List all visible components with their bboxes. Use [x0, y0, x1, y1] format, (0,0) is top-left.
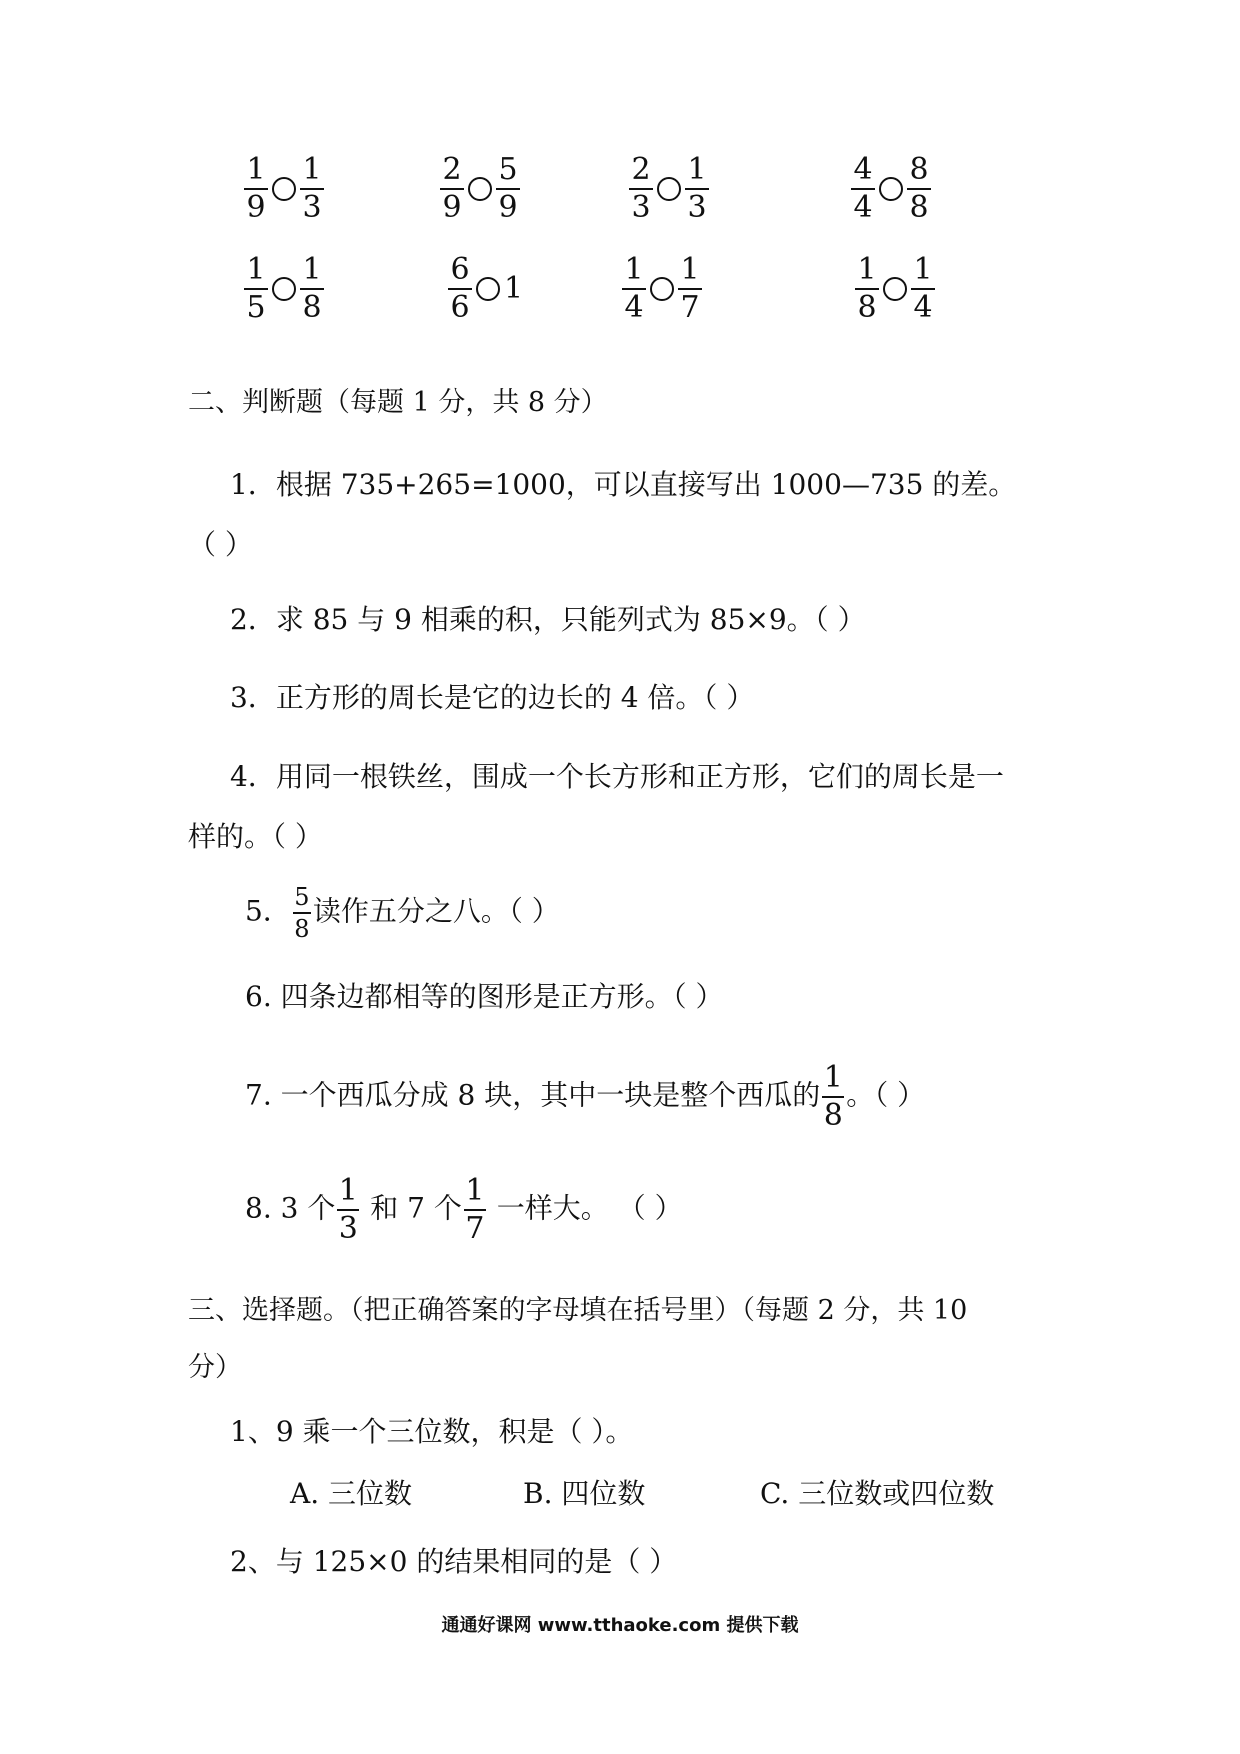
footer-source: 通通好课网 www.tthaoke.com 提供下载	[441, 1615, 799, 1636]
comparison-item	[629, 152, 709, 225]
compare-circle[interactable]	[883, 277, 907, 301]
section-2-title: 二、判断题（每题 1 分，共 8 分）	[188, 387, 608, 418]
question-text: 8. 3 个	[245, 1191, 336, 1225]
fraction: $\frac{8}{8}$	[907, 155, 931, 223]
fraction: $\frac{1}{4}$	[622, 255, 646, 323]
compare-circle[interactable]	[272, 177, 296, 201]
fraction: $\frac{5}{8}$	[294, 883, 310, 943]
tf-question-3: 3．正方形的周长是它的边长的 4 倍。（ ）	[230, 681, 755, 714]
fraction: $\frac{6}{6}$	[448, 255, 472, 323]
question-number: 5．	[245, 894, 291, 928]
fraction: $\frac{2}{9}$	[440, 155, 464, 223]
comparison-row-1	[0, 152, 1240, 235]
question-text: 7. 一个西瓜分成 8 块，其中一块是整个西瓜的	[245, 1078, 821, 1112]
question-text: 一样大。 （ ）	[487, 1191, 683, 1225]
fraction: $\frac{4}{4}$	[851, 155, 875, 223]
compare-circle[interactable]	[272, 277, 296, 301]
section-3-title-cont: 分）	[188, 1352, 242, 1383]
comparison-item	[244, 152, 324, 225]
mc-question-1: 1、9 乘一个三位数，积是（ ）。	[230, 1415, 634, 1448]
comparison-row-2	[0, 252, 1240, 335]
comparison-item	[851, 152, 931, 225]
fraction: $\frac{5}{9}$	[496, 155, 520, 223]
question-text: 读作五分之八。（ ）	[312, 894, 560, 928]
tf-question-7	[245, 1060, 926, 1133]
comparison-item	[440, 152, 520, 225]
tf-question-1: 1．根据 735+265=1000，可以直接写出 1000—735 的差。	[230, 468, 1017, 501]
fraction: $\frac{1}{4}$	[911, 255, 935, 323]
compare-circle[interactable]	[468, 177, 492, 201]
tf-question-4-cont: 样的。（ ）	[188, 820, 323, 853]
fraction: $\frac{2}{3}$	[629, 155, 653, 223]
question-text: 和 7 个	[361, 1191, 462, 1225]
compare-circle[interactable]	[657, 177, 681, 201]
compare-circle[interactable]	[476, 277, 500, 301]
tf-question-8	[245, 1173, 683, 1246]
fraction: $\frac{1}{3}$	[685, 155, 709, 223]
tf-question-2: 2．求 85 与 9 相乘的积，只能列式为 85×9。（ ）	[230, 603, 866, 636]
option-a[interactable]: A. 三位数	[290, 1477, 413, 1510]
fraction: $\frac{1}{3}$	[300, 155, 324, 223]
tf-question-6: 6. 四条边都相等的图形是正方形。（ ）	[245, 980, 724, 1013]
fraction: $\frac{1}{5}$	[244, 255, 268, 323]
fraction: $\frac{1}{7}$	[678, 255, 702, 323]
comparison-item	[448, 252, 524, 325]
whole-number: 1	[504, 271, 524, 306]
tf-question-4: 4．用同一根铁丝，围成一个长方形和正方形，它们的周长是一	[230, 760, 1004, 793]
fraction: $\frac{1}{8}$	[855, 255, 879, 323]
option-c[interactable]: C. 三位数或四位数	[760, 1477, 995, 1510]
fraction: $\frac{1}{8}$	[300, 255, 324, 323]
fraction: $\frac{1}{3}$	[338, 1173, 358, 1246]
fraction: $\frac{1}{8}$	[823, 1060, 843, 1133]
compare-circle[interactable]	[650, 277, 674, 301]
question-text: 。（ ）	[846, 1078, 926, 1112]
option-b[interactable]: B. 四位数	[523, 1477, 646, 1510]
fraction: $\frac{1}{9}$	[244, 155, 268, 223]
comparison-item	[855, 252, 935, 325]
comparison-item	[622, 252, 702, 325]
tf-question-5	[245, 885, 560, 941]
compare-circle[interactable]	[879, 177, 903, 201]
section-3-title: 三、选择题。（把正确答案的字母填在括号里）（每题 2 分，共 10	[188, 1295, 968, 1326]
fraction: $\frac{1}{7}$	[465, 1173, 485, 1246]
tf-question-1-answer[interactable]: （ ）	[188, 528, 253, 561]
mc-question-2: 2、与 125×0 的结果相同的是（ ）	[230, 1545, 678, 1578]
comparison-item	[244, 252, 324, 325]
